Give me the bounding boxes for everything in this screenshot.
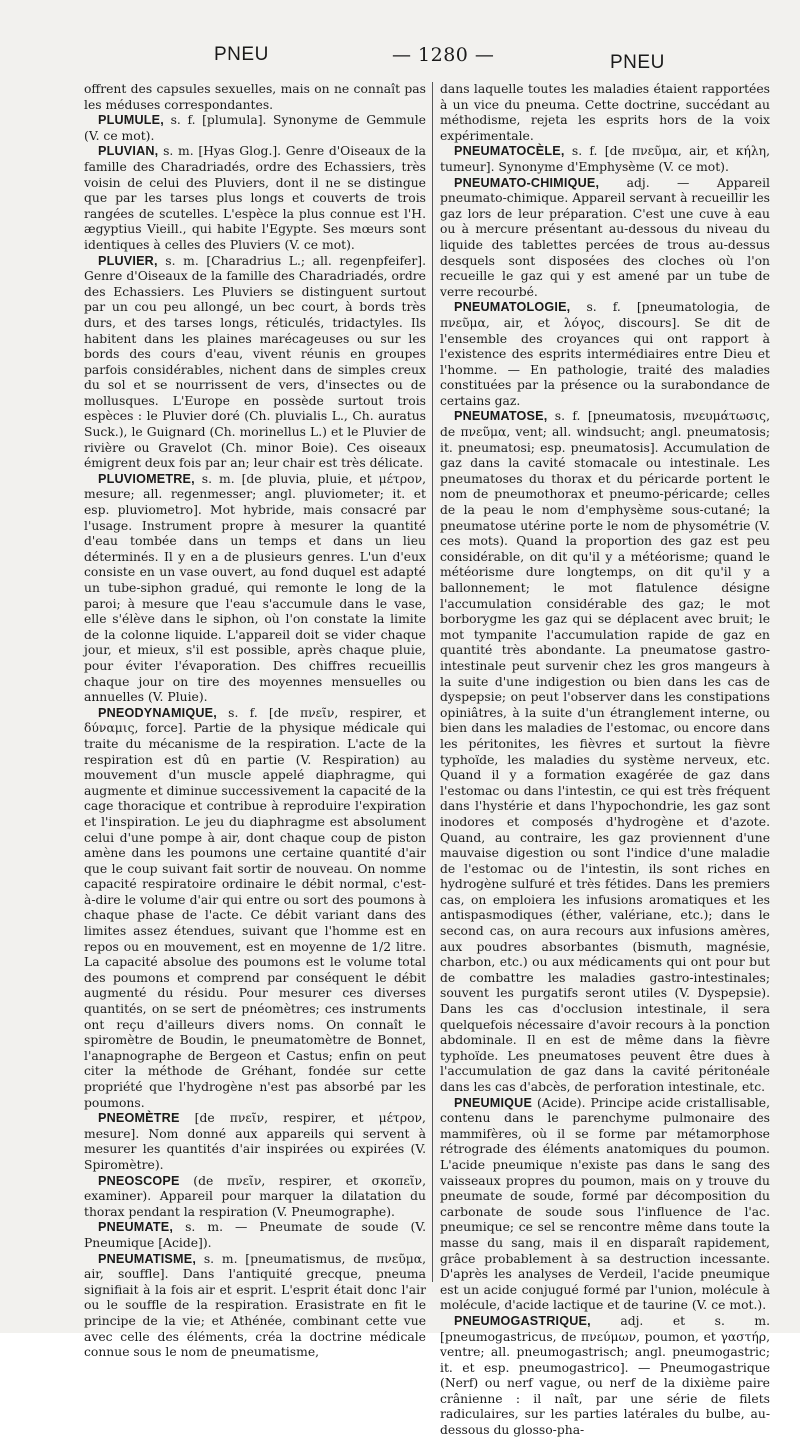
entry-text: [de πνεῖν, respirer, et μέτρον, mesure]. Nom donné aux appareils qui servent à mesurer les quantités d'air inspirées ou expirées (V. Spiromètre).: [84, 1111, 426, 1172]
dictionary-entry: [84, 1111, 426, 1173]
entry-text: s. f. [plumula]. Synonyme de Gemmule (V. ce mot).: [84, 113, 426, 143]
entry-text: s. f. [de πνεῖν, respirer, et δύναμις, force]. Partie de la physique médicale qui traite du mécanisme de la respiration. L'acte de la respiration est dû en partie (V. Respiration) au mouvement d'un muscle appelé diaphragme, qui augmente et diminue successivement la capacité de la cage thoracique et contribue à reproduire l'expiration et l'inspiration. Le jeu du diaphragme est absolument celui d'une pompe à air, dont chaque coup de piston amène dans les poumons une certaine quantité d'air que le coup suivant fait sortir de nouveau. On nomme capacité respiratoire ordinaire le débit normal, c'est-à-dire le volume d'air qui entre ou sort des poumons à chaque phase de l'acte. Ce débit variant dans des limites assez étendues, suivant que l'homme est en repos ou en mouvement, est en moyenne de 1/2 litre. La capacité absolue des poumons est le volume total des poumons et comprend par conséquent le débit augmenté du résidu. Pour mesurer ces diverses quantités, on se sert de pnéomètres; ces instruments ont reçu d'ailleurs divers noms. On connaît le spiromètre de Boudin, le pneumatomètre de Bonnet, l'anapnographe de Bergeon et Castus; enfin on peut citer la méthode de Gréhant, fondée sur cette propriété que l'hydrogène n'est pas absorbé par les poumons.: [84, 705, 426, 1110]
entry-text: s. f. [de πνεῦμα, air, et κήλη, tumeur]. Synonyme d'Emphysème (V. ce mot).: [440, 144, 770, 174]
dictionary-entry: [84, 113, 426, 144]
entry-text: s. m. [Charadrius L.; all. regenpfeifer]. Genre d'Oiseaux de la famille des Charadriadés, ordre des Echassiers. Les Pluviers se distinguent surtout par un cou peu allongé, un bec court, à bords très durs, et des tarses longs, réticulés, tridactyles. Ils habitent dans les plaines marécageuses ou sur les bords des cours d'eau, vivent réunis en groupes parfois considérables, nichent dans de simples creux du sol et se nourrissent de vers, d'insectes ou de mollusques. L'Europe en possède surtout trois espèces : le Pluvier doré (Ch. pluvialis L., Ch. auratus Suck.), le Guignard (Ch. morinellus L.) et le Pluvier de rivière ou Gravelot (Ch. minor Boie). Ces oiseaux émigrent deux fois par an; leur chair est très délicate.: [84, 253, 426, 471]
entry-text: adj. et s. m. [pneumogastricus, de πνεύμων, poumon, et γαστήρ, ventre; all. pneumogastrisch; angl. pneumogastric; it. et esp. pneumogastrico]. — Pneumogastrique (Nerf) ou nerf vague, ou nerf de la dixième paire crânienne : il naît, par une série de filets radiculaires, sur les parties latérales du bulbe, au-dessous du glosso-pha-: [440, 1313, 770, 1438]
right-column: [440, 82, 770, 1438]
entry-text: s. m. [de pluvia, pluie, et μέτρον, mesure; all. regenmesser; angl. pluviometer; it. et esp. pluviometro]. Mot hybride, mais consacré par l'usage. Instrument propre à mesurer la quantité d'eau tombée dans un temps et dans un lieu déterminés. Il y en a de plusieurs genres. L'un d'eux consiste en un vase ouvert, au fond duquel est adapté un tube-siphon gradué, qui remonte le long de la paroi; à mesure que l'eau s'accumule dans le vase, elle s'élève dans le siphon, où l'on constate la limite de la colonne liquide. L'appareil doit se vider chaque jour, et mieux, s'il est possible, après chaque pluie, pour éviter l'évaporation. Des chiffres recueillis chaque jour on tire des moyennes mensuelles ou annuelles (V. Pluie).: [84, 471, 426, 705]
entry-continuation: [440, 82, 770, 144]
entry-headword: PNEUMATISME,: [98, 1251, 197, 1266]
entry-headword: PLUVIER,: [98, 253, 158, 268]
entry-continuation: [84, 82, 426, 113]
dictionary-entry: [440, 300, 770, 409]
entry-headword: PNEUMIQUE: [454, 1095, 533, 1110]
entry-headword: PNEUMATE,: [98, 1220, 174, 1235]
entry-text: (de πνεῖν, respirer, et σκοπεῖν, examiner). Appareil pour marquer la dilatation du thorax pendant la respiration (V. Pneumographe).: [84, 1173, 426, 1219]
entry-text: offrent des capsules sexuelles, mais on ne connaît pas les méduses correspondantes.: [84, 82, 426, 112]
entry-text: adj. — Appareil pneumato-chimique. Appareil servant à recueillir les gaz lors de leur préparation. C'est une cuve à eau ou à mercure présentant au-dessous du niveau du liquide des tablettes percées de trous au-dessus desquels sont disposées des cloches où l'on recueille le gaz qui y est amené par un tube de verre recourbé.: [440, 175, 770, 299]
running-head-right: PNEU: [610, 52, 665, 73]
dictionary-entry: [440, 176, 770, 301]
dictionary-entry: [84, 1174, 426, 1221]
dictionary-entry: [440, 1314, 770, 1439]
entry-headword: PNEUMATOCÈLE,: [454, 144, 565, 159]
entry-headword: PLUVIAN,: [98, 144, 159, 159]
entry-headword: PNEUMATO-CHIMIQUE,: [454, 175, 600, 190]
entry-text: (Acide). Principe acide cristallisable, contenu dans le parenchyme pulmonaire des mammifères, où il se forme par métamorphose rétrograde des éléments anatomiques du poumon. L'acide pneumique n'existe pas dans le sang des vaisseaux propres du poumon, mais on y trouve du pneumate de soude, formé par décomposition du carbonate de soude sous l'influence de l'ac. pneumique; ce sel se rencontre même dans toute la masse du sang, mais il en disparaît rapidement, grâce probablement à sa destruction incessante. D'après les analyses de Verdeil, l'acide pneumique est un acide conjugué formé par l'union, molécule à molécule, d'acide lactique et de taurine (V. ce mot.).: [440, 1095, 770, 1313]
entry-text: s. f. [pneumatologia, de πνεῦμα, air, et λόγος, discours]. Se dit de l'ensemble des croyances qui ont rapport à l'existence des esprits intermédiaires entre Dieu et l'homme. — En pathologie, traité des maladies constituées par la présence ou la surabondance de certains gaz.: [440, 300, 770, 408]
dictionary-entry: [440, 409, 770, 1095]
dictionary-entry: [440, 144, 770, 175]
dictionary-entry: [84, 1252, 426, 1361]
entry-headword: PNEOMÈTRE: [98, 1111, 180, 1126]
dictionary-entry: [84, 1220, 426, 1251]
entry-headword: PLUMULE,: [98, 113, 164, 128]
entry-headword: PNEUMATOSE,: [454, 409, 548, 424]
entry-text: s. m. [Hyas Glog.]. Genre d'Oiseaux de la famille des Charadriadés, ordre des Echassiers, très voisin de celui des Pluviers, dont il ne se distingue que par les tarses plus longs et couverts de trois rangées de scutelles. L'espèce la plus connue est l'H. ægyptius Vieill., qui habite l'Egypte. Ses mœurs sont identiques à celles des Pluviers (V. ce mot).: [84, 144, 426, 252]
entry-headword: PNEOSCOPE: [98, 1173, 180, 1188]
entry-text: s. f. [pneumatosis, πνευμάτωσις, de πνεῦμα, vent; all. windsucht; angl. pneumatosis; it. pneumatosi; esp. pneumatosis]. Accumulation de gaz dans la cavité stomacale ou intestinale. Les pneumatoses du thorax et du péricarde portent le nom de pneumothorax et pneumo-péricarde; celles de la peau le nom d'emphysème sous-cutané; la pneumatose utérine porte le nom de physométrie (V. ces mots). Quand la proportion des gaz est peu considérable, on dit qu'il y a météorisme; quand le météorisme dure longtemps, on dit qu'il y a ballonnement; le mot flatulence désigne l'accumulation considérable des gaz; le mot borborygme les gaz qui se déplacent avec bruit; le mot tympanite l'accumulation rapide de gaz en quantité très abondante. La pneumatose gastro-intestinale peut survenir chez les gros mangeurs à la suite d'une indigestion ou bien dans les cas de dyspepsie; on peut l'observer dans les constipations opiniâtres, à la suite d'un étranglement interne, ou bien dans les maladies de l'estomac, ou encore dans les péritonites, les fièvres et surtout la fièvre typhoïde, les maladies du système nerveux, etc. Quand il y a formation exagérée de gaz dans l'estomac ou dans l'intestin, ce qui est très fréquent dans l'hystérie et dans l'hypochondrie, les gaz sont inodores et composés d'hydrogène et d'azote. Quand, au contraire, les gaz proviennent d'une mauvaise digestion ou sont l'indice d'une maladie de l'estomac ou de l'intestin, ils sont riches en hydrogène sulfuré et très fétides. Dans les premiers cas, on emploiera les infusions aromatiques et les antispasmodiques (éther, valériane, etc.); dans le second cas, on aura recours aux infusions amères, aux poudres absorbantes (bismuth, magnésie, charbon, etc.) ou aux médicaments qui ont pour but de combattre les maladies gastro-intestinales; souvent les purgatifs seront utiles (V. Dyspepsie). Dans les cas d'occlusion intestinale, il sera quelquefois nécessaire d'avoir recours à la ponction abdominale. Il en est de même dans la fièvre typhoïde. Les pneumatoses peuvent être dues à l'accumulation de gaz dans la cavité péritonéale dans les cas d'abcès, de perforation intestinale, etc.: [440, 409, 770, 1094]
dictionary-entry: [84, 706, 426, 1111]
dictionary-entry: [84, 472, 426, 706]
entry-headword: PLUVIOMETRE,: [98, 471, 195, 486]
dictionary-entry: [84, 254, 426, 472]
dictionary-entry: [84, 144, 426, 253]
left-column: [84, 82, 426, 1360]
page-number: — 1280 —: [392, 44, 495, 66]
entry-text: s. m. — Pneumate de soude (V. Pneumique [Acide]).: [84, 1220, 426, 1250]
entry-headword: PNEUMATOLOGIE,: [454, 300, 571, 315]
entry-headword: PNEUMOGASTRIQUE,: [454, 1313, 591, 1328]
column-divider: [432, 82, 433, 1282]
entry-headword: PNEODYNAMIQUE,: [98, 705, 217, 720]
page-header: [0, 44, 800, 74]
running-head-left: PNEU: [214, 44, 269, 65]
entry-text: s. m. [pneumatismus, de πνεῦμα, air, souffle]. Dans l'antiquité grecque, pneuma signifiait à la fois air et esprit. L'esprit était donc l'air ou le souffle de la respiration. Erasistrate en fit le principe de la vie; et Athénée, combinant cette vue avec celle des éléments, créa la doctrine médicale connue sous le nom de pneumatisme,: [84, 1251, 426, 1360]
dictionary-entry: [440, 1096, 770, 1314]
entry-text: dans laquelle toutes les maladies étaient rapportées à un vice du pneuma. Cette doctrine, succédant au méthodisme, rejeta les esprits hors de la voix expérimentale.: [440, 82, 770, 143]
